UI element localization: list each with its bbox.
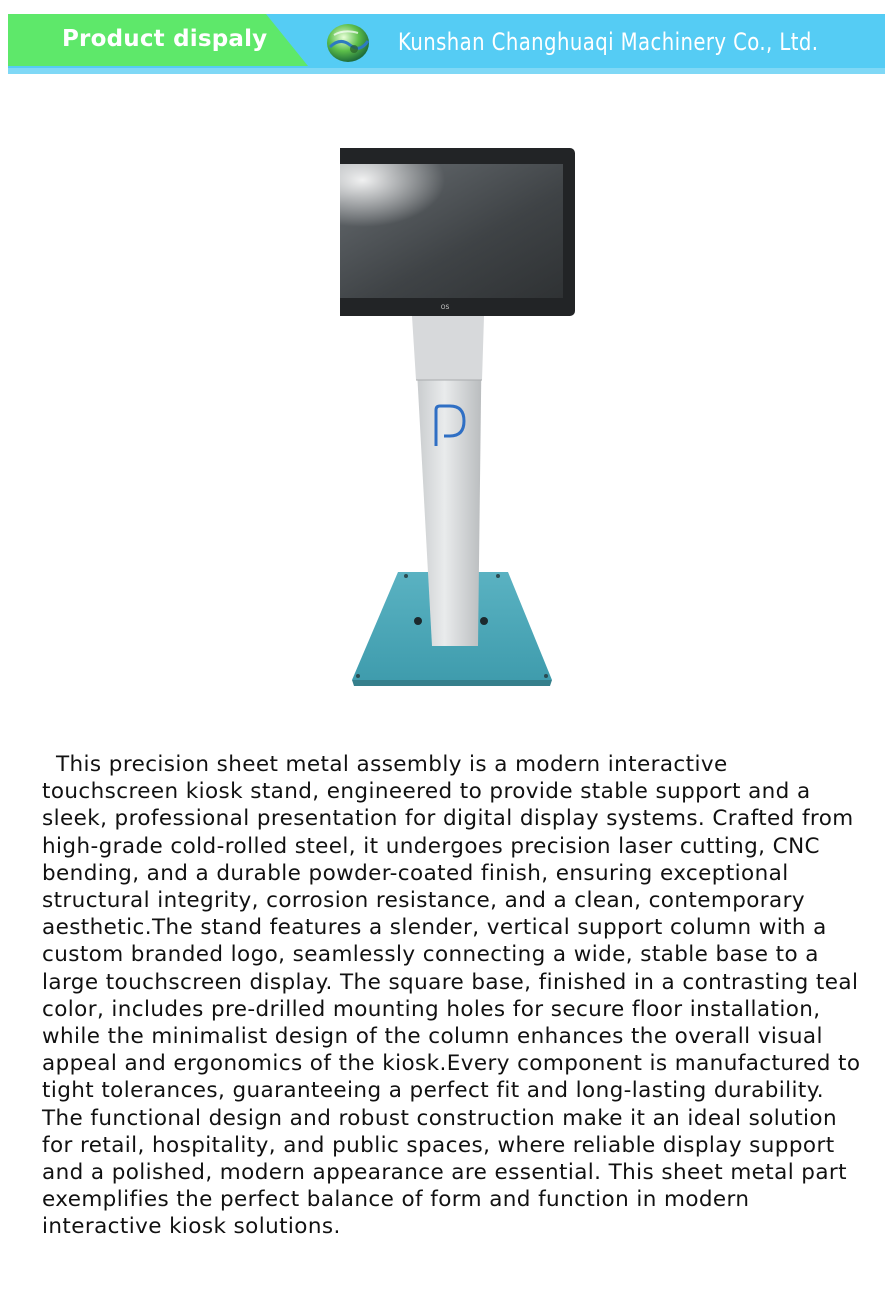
header-banner bbox=[8, 14, 885, 74]
product-description: This precision sheet metal assembly is a modern interactive touchscreen kiosk stand, engineered to provide stable support and a sleek, professional presentation for digital display systems. Crafted from high-grade cold-rolled steel, it undergoes precision laser cutting, CNC bending, and a durable powder-coated finish, ensuring exceptional structural integrity, corrosion resistance, and a clean, contemporary aesthetic.The stand features a slender, vertical support column with a custom branded logo, seamlessly connecting a wide, stable base to a large touchscreen display. The square base, finished in a contrasting teal color, includes pre-drilled mounting holes for secure floor installation, while the minimalist design of the column enhances the overall visual appeal and ergonomics of the kiosk.Every component is manufactured to tight tolerances, guaranteeing a perfect fit and long-lasting durability. The functional design and robust construction make it an ideal solution for retail, hospitality, and public spaces, where reliable display support and a polished, modern appearance are essential. This sheet metal part exemplifies the perfect balance of form and function in modern interactive kiosk solutions. bbox=[42, 752, 861, 1240]
globe-logo-icon bbox=[324, 21, 372, 65]
kiosk-stand-photo bbox=[340, 140, 580, 700]
header-underline bbox=[8, 68, 885, 74]
svg-text:OS: OS bbox=[440, 304, 450, 311]
company-name: Kunshan Changhuaqi Machinery Co., Ltd. bbox=[398, 28, 819, 56]
section-title: Product dispaly bbox=[62, 26, 268, 52]
